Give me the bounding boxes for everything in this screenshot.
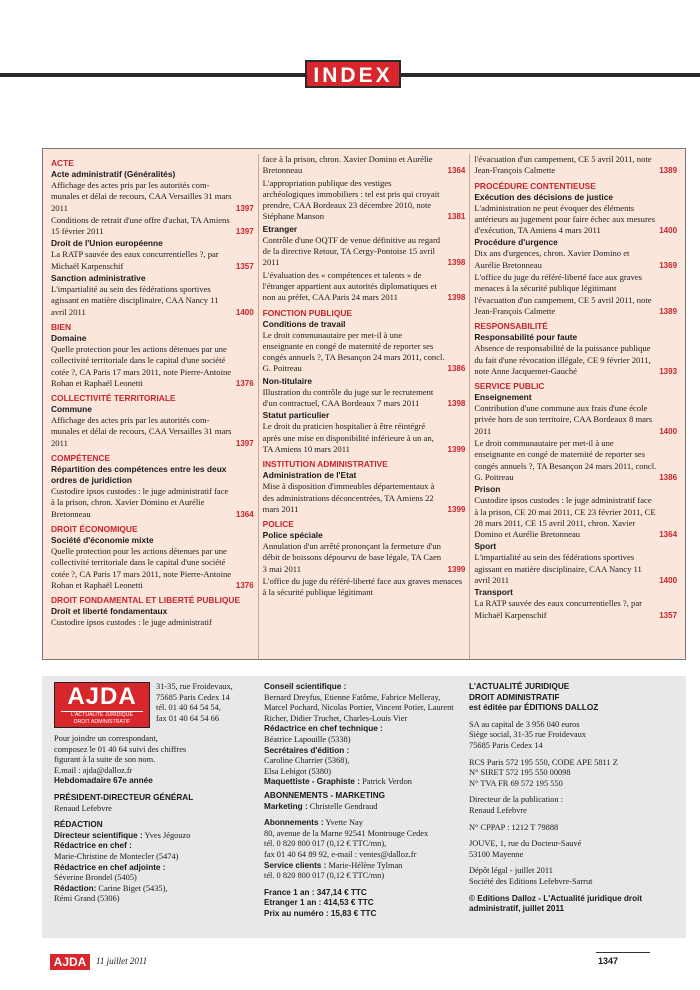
sec-name-2: Elsa Lebigot (5380)	[264, 766, 331, 776]
entry-text: La RATP sauvée des eaux concurrentielles ?, par Michaël Karpenschif	[51, 249, 219, 271]
section-heading: INSTITUTION ADMINISTRATIVE	[262, 459, 388, 470]
entry-page: 1399	[447, 444, 466, 454]
entry-page: 1364	[235, 509, 254, 519]
dirpub-name: Renaud Lefebvre	[469, 805, 527, 815]
entry-text: face à la prison, chron. Xavier Domino et Aurélie Bretonneau	[262, 154, 433, 176]
price-etranger: Etranger 1 an : 414,53 € TTC	[264, 898, 374, 908]
colophon-column-3	[463, 682, 678, 932]
publication-director	[469, 795, 672, 816]
subsection-heading: Commune	[51, 404, 92, 415]
entry-text: L'office du juge du référé-liberté face aux graves menaces à la sécurité publique légitimant l'évacuation d'un campement, CE 5 avril 2011, note Jean-François Calmette	[474, 272, 652, 316]
index-column-3	[470, 154, 681, 659]
address-line: 75685 Paris Cedex 14	[156, 692, 230, 702]
red-name: Carine Biget (5435),	[98, 883, 168, 893]
subsection-heading: Domaine	[51, 332, 87, 343]
contact-line: Pour joindre un correspondant,	[54, 734, 158, 743]
red-adj-name: Séverine Brondel (5405)	[54, 873, 137, 883]
index-entry	[51, 344, 254, 389]
price-france: France 1 an : 347,14 € TTC	[264, 887, 367, 897]
dir-sci-name: Yves Jégouzo	[144, 830, 191, 840]
ajda-logo	[54, 682, 150, 728]
publisher-line-2: DROIT ADMINISTRATIF	[469, 692, 560, 702]
abo-label: Abonnements :	[264, 818, 324, 828]
subsection-heading: Statut particulier	[262, 410, 330, 421]
depot-line: Dépôt légal - juillet 2011	[469, 866, 553, 876]
colophon-column-2	[258, 682, 463, 932]
mkt-name: Christelle Gendraud	[309, 801, 378, 811]
entry-page: 1369	[659, 260, 678, 270]
address	[156, 682, 233, 728]
svc-name: Marie-Hélène Tylman	[328, 860, 403, 870]
entry-text: Quelle protection pour les actions détenues par une collectivité territoriale dans le capital d'une société cotée ?, CA Paris 17 mars 2011, note Pierre-Antoine Rohan et Raphaël Leonetti	[51, 343, 232, 388]
entry-page: 1364	[659, 530, 678, 540]
entry-page: 1397	[235, 203, 254, 213]
cs-names: Bernard Dreyfus, Etienne Fatôme, Fabrice Melleray, Marcel Pochard, Nicolas Portier, Vincent Potier, Laurent Richer, Didier Truchet, Charles-Louis Vier	[264, 692, 454, 723]
entry-text: La RATP sauvée des eaux concurrentielles ?, par Michaël Karpenschif	[474, 598, 643, 620]
entry-page: 1400	[235, 307, 254, 317]
entry-text: Contribution d'une commune aux frais d'une école privée hors de son territoire, CAA Bordeaux 8 mars 2011	[474, 403, 653, 436]
cppap: N° CPPAP : 1212 T 79888	[469, 822, 559, 832]
entry-text: Annulation d'un arrêté prononçant la fermeture d'un débit de boissons dépourvu de base légale, TA Caen 3 mai 2011	[262, 541, 442, 574]
printer	[469, 839, 672, 860]
index-entry	[263, 154, 466, 177]
entry-page: 1398	[447, 293, 466, 303]
subsection-heading: Etranger	[262, 223, 298, 234]
subsection-heading: Sanction administrative	[51, 273, 146, 284]
entry-page: 1357	[235, 261, 254, 271]
company-line: Siège social, 31-35 rue Froidevaux	[469, 730, 586, 740]
copyright: © Editions Dalloz - L'Actualité juridique droit administratif, juillet 2011	[469, 893, 643, 914]
red-name-2: Rémi Grand (5306)	[54, 894, 120, 904]
legal-deposit	[469, 866, 672, 887]
subsection-heading: Droit de l'Union européenne	[51, 238, 163, 249]
abo-tel: tél. 0 820 800 017 (0,12 € TTC/mn),	[264, 839, 387, 849]
contact	[54, 734, 252, 776]
entry-text: Affichage des actes pris par les autorités com-munales et délai de recours, CAA Versailles 31 mars 2011	[51, 415, 232, 448]
index-entry	[474, 154, 677, 177]
index-entry	[51, 180, 254, 214]
entry-text: Affichage des actes pris par les autorités com-munales et délai de recours, CAA Versailles 31 mars 2011	[51, 180, 232, 213]
dir-sci-label: Directeur scientifique :	[54, 830, 143, 840]
entry-text: Mise à disposition d'immeubles départementaux à des administrations déconcentrées, TA Amiens 22 mars 2011	[262, 481, 435, 514]
red-chef-name: Marie-Christine de Montecler (5474)	[54, 851, 179, 861]
entry-page: 1376	[235, 580, 254, 590]
entry-page: 1381	[447, 212, 466, 222]
company-line: 75685 Paris Cedex 14	[469, 740, 543, 750]
index-entry	[474, 203, 677, 237]
contact-line: composez le 01 40 64 suivi des chiffres	[54, 744, 187, 754]
depot-line: Société des Editions Lefebvre-Sarrut	[469, 876, 593, 886]
entry-text: Le droit du praticien hospitalier à être réintégré après une mise en disponibilité inférieure à un an, TA Amiens 10 mars 2011	[262, 421, 434, 454]
entry-page: 1400	[659, 426, 678, 436]
red-chef-label: Rédactrice en chef :	[54, 841, 132, 851]
maq-name: Patrick Verdon	[362, 777, 412, 787]
abo-name: Yvette Nay	[325, 818, 363, 828]
logo-subtitle-1: L'ACTUALITÉ JURIDIQUE	[61, 711, 143, 719]
entry-page: 1389	[659, 166, 678, 176]
subsection-heading: Prison	[474, 484, 501, 495]
entry-text: L'évaluation des « compétences et talents » de l'étranger appartient aux autorités diplomatiques et non au préfet, CAA Paris 24 mars 2011	[262, 269, 437, 303]
entry-page: 1400	[659, 226, 678, 236]
address-line: tél. 01 40 64 54 54,	[156, 703, 221, 713]
entry-text: Custodire ipsos custodes : le juge administratif face à la prison, CE 20 mai 2011, CE 23 février 2011, CE 28 mars 2011, CE 15 avril 2011, chron. Xavier Domino et Aurélie Bretonneau	[474, 495, 656, 540]
section-heading: ACTE	[51, 158, 74, 168]
footer-date: 11 juillet 2011	[96, 956, 148, 966]
index-entry	[474, 403, 677, 437]
index-entry	[263, 541, 466, 575]
address-line: 31-35, rue Froidevaux,	[156, 682, 233, 691]
index-entry	[51, 617, 254, 628]
index-entry	[474, 495, 677, 540]
pdg-name: Renaud Lefebvre	[54, 803, 112, 813]
entry-page: 1397	[235, 227, 254, 237]
subsection-heading: Conditions de travail	[262, 318, 346, 329]
entry-page: 1389	[659, 306, 678, 316]
registration	[469, 758, 672, 790]
subsection-heading: Administration de l'Etat	[262, 470, 357, 481]
header-rule-right	[401, 73, 700, 77]
cs-label: Conseil scientifique :	[264, 682, 347, 691]
svc-label: Service clients :	[264, 860, 327, 870]
company-line: SA au capital de 3 956 040 euros	[469, 719, 580, 729]
price-numero: Prix au numéro : 15,83 € TTC	[264, 908, 377, 918]
entry-page: 1399	[447, 504, 466, 514]
printer-line: JOUVE, 1, rue du Docteur-Sauvé	[469, 839, 582, 849]
section-heading: FONCTION PUBLIQUE	[262, 307, 353, 318]
index-column-1	[47, 154, 259, 659]
index-entry	[263, 330, 466, 375]
section-heading: POLICE	[262, 519, 294, 530]
index-entry	[474, 552, 677, 586]
subsection-heading: Droit et liberté fondamentaux	[51, 606, 168, 617]
entry-text: Le droit communautaire per met-il à une enseignante en congé de maternité de reporter ses congés annuels ?, TA Besançon 24 mars 2011, concl. G. Poitreau	[262, 329, 445, 374]
index-column-2	[259, 154, 471, 659]
section-heading: RESPONSABILITÉ	[474, 321, 548, 332]
subsection-heading: Exécution des décisions de justice	[474, 191, 614, 202]
section-heading: DROIT ÉCONOMIQUE	[51, 523, 138, 534]
entry-text: Absence de responsabilité de la puissance publique du fait d'une révocation illégale, CE 9 février 2011, note Anne Jacquemet-Gauché	[474, 343, 651, 376]
subsection-heading: Acte administratif (Généralités)	[51, 169, 176, 179]
entry-text: Quelle protection pour les actions détenues par une collectivité territoriale dans le capital d'une société cotée ?, CA Paris 17 mars 2011, note Pierre-Antoine Rohan et Raphaël Leonetti	[51, 545, 232, 590]
index-entry	[263, 270, 466, 304]
entry-page: 1393	[659, 366, 678, 376]
red-adj-label: Rédactrice en chef adjointe :	[54, 862, 166, 872]
svc-tel: tél. 0 820 800 017 (0,12 € TTC/mn)	[264, 871, 385, 881]
printer-line: 53100 Mayenne	[469, 849, 524, 859]
sec-label: Secrétaires d'édition :	[264, 745, 350, 755]
entry-text: Illustration du contrôle du juge sur le recrutement d'un contractuel, CAA Bordeaux 7 mars 2011	[262, 386, 434, 409]
pdg-label: PRÉSIDENT-DIRECTEUR GÉNÉRAL	[54, 792, 194, 802]
footer-logo: AJDA	[50, 954, 90, 970]
entry-text: Custodire ipsos custodes : le juge administratif face à la prison, chron. Xavier Domino et Aurélie Bretonneau	[51, 486, 229, 519]
entry-text: L'impartialité au sein des fédérations sportives agissant en matière disciplinaire, CAA Nancy 11 avril 2011	[474, 552, 642, 586]
section-heading: BIEN	[51, 321, 72, 332]
index-entry	[263, 421, 466, 455]
subsection-heading: Non-titulaire	[262, 375, 312, 386]
subsection-heading: Sport	[474, 541, 497, 552]
index-entry	[263, 178, 466, 223]
address-line: fax 01 40 64 54 66	[156, 713, 220, 723]
index-entry	[474, 343, 677, 377]
index-entry	[51, 415, 254, 449]
index-entry	[474, 438, 677, 483]
subsection-heading: Transport	[474, 587, 513, 598]
maq-label: Maquettiste - Graphiste :	[264, 777, 360, 787]
abo-heading: ABONNEMENTS - MARKETING	[264, 790, 385, 800]
contact-line: figurant à la suite de son nom.	[54, 755, 156, 765]
red-label: Rédaction:	[54, 883, 97, 893]
entry-text: L'office du juge du référé-liberté face aux graves menaces à la sécurité publique légitimant	[262, 576, 463, 598]
logo-subtitle-2: DROIT ADMINISTRATIF	[73, 719, 131, 725]
entry-page: 1399	[447, 564, 466, 574]
colophon	[42, 676, 686, 938]
index-entry	[51, 546, 254, 591]
entry-text: Conditions de retrait d'une offre d'achat, TA Amiens 15 février 2011	[51, 214, 230, 237]
entry-page: 1357	[659, 610, 678, 620]
entry-page: 1400	[659, 576, 678, 586]
entry-text: Contrôle d'une OQTF de venue définitive au regard de la directive Retour, TA Cergy-Pontoise 15 avril 2011	[262, 234, 441, 268]
entry-text: Le droit communautaire per met-il à une enseignante en congé de maternité de reporter ses congés annuels ?, TA Besançon 24 mars 2011, concl. G. Poitreau	[474, 438, 657, 482]
subsection-heading: Procédure d'urgence	[474, 237, 558, 248]
index-entry	[474, 598, 677, 621]
section-heading: DROIT FONDAMENTAL ET LIBERTÉ PUBLIQUE	[51, 595, 241, 606]
subsection-heading: Enseignement	[474, 392, 532, 403]
entry-text: Custodire ipsos custodes : le juge administratif	[51, 617, 212, 628]
entry-page: 1376	[235, 378, 254, 388]
index-entry	[474, 248, 677, 271]
sec-name-1: Caroline Charrier (5368),	[264, 756, 350, 766]
abo-fax: fax 01 40 64 89 92, e-mail : ventes@dalloz.fr	[264, 849, 417, 859]
logo-text: AJDA	[67, 683, 137, 710]
index-entry	[51, 215, 254, 238]
entry-text: L'administration ne peut évoquer des éléments antérieurs au jugement pour faire échec aux mesures d'exécution, TA Amiens 4 mars 2011	[474, 202, 655, 236]
subsection-heading: Répartition des compétences entre les deux ordres de juridiction	[51, 464, 227, 486]
subsection-heading: Société d'économie mixte	[51, 534, 154, 545]
section-heading: SERVICE PUBLIC	[474, 381, 545, 392]
index-entry	[51, 249, 254, 272]
index-entry	[51, 284, 254, 318]
abo-address: 80, avenue de la Marne 92541 Montrouge Cedex	[264, 828, 429, 838]
index-entry	[51, 486, 254, 520]
entry-page: 1398	[447, 399, 466, 409]
entry-page: 1398	[447, 258, 466, 268]
entry-text: L'appropriation publique des vestiges archéologiques immobiliers : tel est pris qui croyait prendre, CAA Bordeaux 23 décembre 2010, note Stéphane Manson	[262, 177, 440, 222]
index-entry	[263, 481, 466, 515]
index-title: INDEX	[305, 60, 401, 88]
registration-line: N° TVA FR 69 572 195 550	[469, 778, 563, 788]
subsection-heading: Police spéciale	[262, 530, 323, 541]
subsection-heading: Responsabilité pour faute	[474, 332, 578, 343]
rct-label: Rédactrice en chef technique :	[264, 724, 383, 734]
entry-text: l'évacuation d'un campement, CE 5 avril 2011, note Jean-François Calmette	[474, 154, 652, 176]
entry-page: 1386	[659, 472, 678, 482]
rct-name: Béatrice Lapouille (5338)	[264, 734, 351, 744]
index-entry	[263, 576, 466, 599]
footer-page-number: 1347	[598, 956, 619, 966]
registration-line: RCS Paris 572 195 550, CODE APE 5811 Z	[469, 757, 618, 767]
entry-page: 1386	[447, 364, 466, 374]
colophon-column-1	[48, 682, 258, 932]
entry-page: 1397	[235, 438, 254, 448]
mkt-label: Marketing :	[264, 801, 308, 811]
redaction-label: RÉDACTION	[54, 820, 103, 830]
registration-line: N° SIRET 572 195 550 00098	[469, 768, 571, 778]
index-entry	[263, 387, 466, 410]
section-heading: COMPÉTENCE	[51, 453, 111, 464]
section-heading: PROCÉDURE CONTENTIEUSE	[474, 180, 596, 191]
publisher-line-1: L'ACTUALITÉ JURIDIQUE	[469, 682, 570, 691]
company-info	[469, 720, 672, 752]
index-entry	[263, 235, 466, 269]
header-rule-left	[0, 73, 305, 77]
entry-text: Dix ans d'urgences, chron. Xavier Domino et Aurélie Bretonneau	[474, 248, 630, 270]
weekly-label: Hebdomadaire 67e année	[54, 776, 153, 786]
section-heading: COLLECTIVITÉ TERRITORIALE	[51, 393, 176, 404]
contact-line: E.mail : ajda@dalloz.fr	[54, 765, 133, 775]
index-panel	[42, 148, 686, 660]
footer-rule	[596, 952, 650, 953]
publisher-line-3: est éditée par ÉDITIONS DALLOZ	[469, 703, 599, 713]
dirpub-label: Directeur de la publication :	[469, 795, 563, 805]
entry-page: 1364	[447, 166, 466, 176]
entry-text: L'impartialité au sein des fédérations sportives agissant en matière disciplinaire, CAA Nancy 11 avril 2011	[51, 284, 219, 317]
index-entry	[474, 272, 677, 317]
